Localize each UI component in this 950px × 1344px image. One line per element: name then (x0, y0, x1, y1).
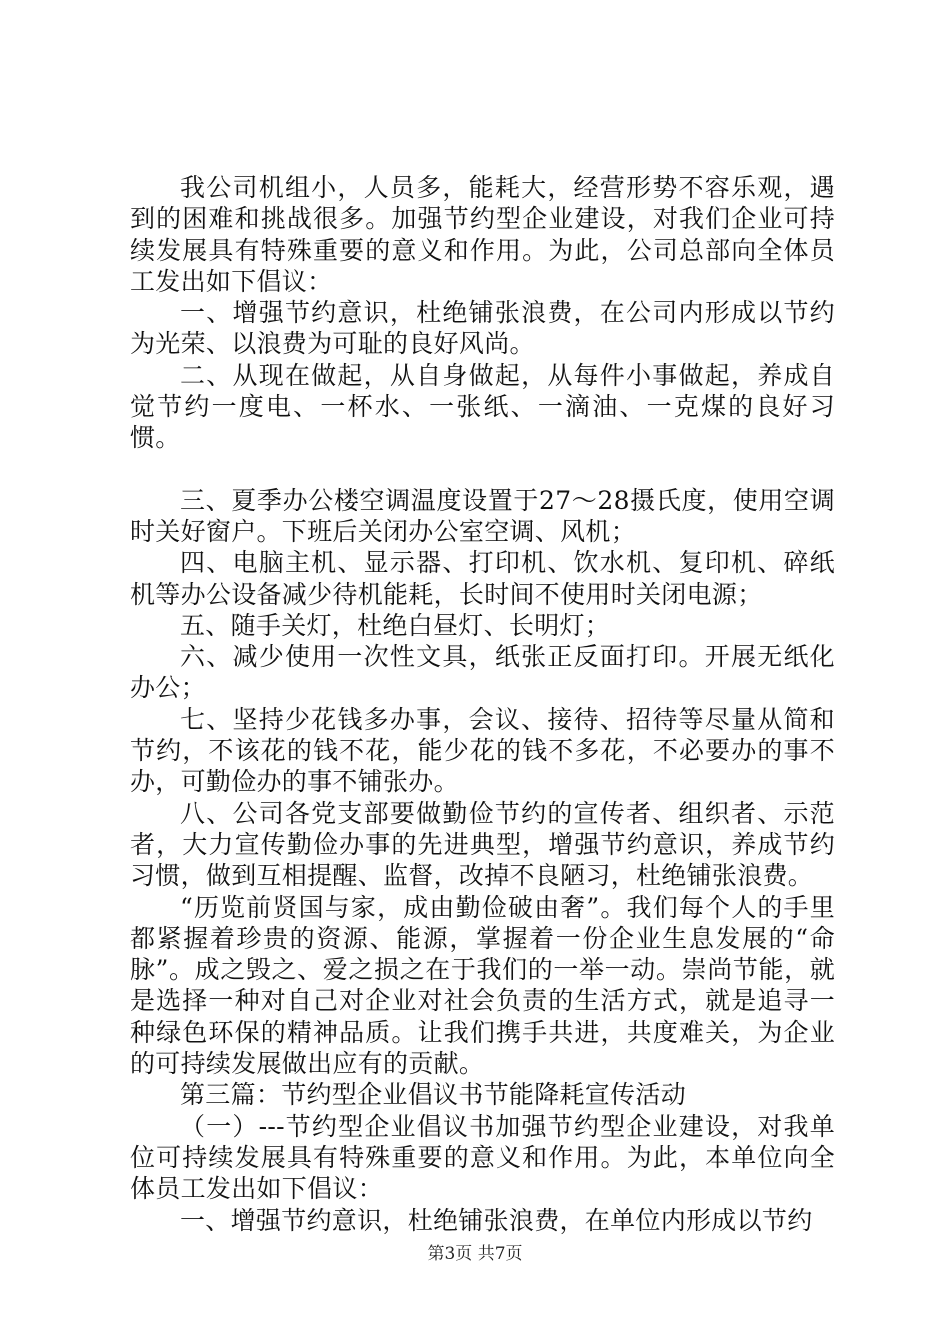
page-footer: 第3页 共7页 (427, 1244, 523, 1264)
paragraph-closing: “历览前贤国与家，成由勤俭破由奢”。我们每个人的手里都紧握着珍贵的资源、能源，掌握着一份企业生息发展的“命脉”。成之毁之、爱之损之在于我们的一举一动。崇尚节能，就是选择一种对自己对企业对社会负责的生活方式，就是追寻一种绿色环保的精神品质。让我们携手共进，共度难关，为企业的可持续发展做出应有的贡献。 (130, 892, 835, 1079)
paragraph-item-3: 三、夏季办公楼空调温度设置于27～28摄氏度，使用空调时关好窗户。下班后关闭办公室空调、风机； (130, 485, 835, 546)
section-heading: 第三篇：节约型企业倡议书节能降耗宣传活动 (180, 1080, 687, 1110)
paragraph-section-intro: （一）---节约型企业倡议书加强节约型企业建设，对我单位可持续发展具有特殊重要的意义和作用。为此，本单位向全体员工发出如下倡议： (130, 1111, 835, 1204)
paragraph-section-item-1: 一、增强节约意识，杜绝铺张浪费，在单位内形成以节约 (180, 1205, 813, 1235)
document-body (130, 172, 835, 1236)
paragraph-item-1: 一、增强节约意识，杜绝铺张浪费，在公司内形成以节约为光荣、以浪费为可耻的良好风尚。 (130, 298, 835, 359)
paragraph-intro: 我公司机组小，人员多，能耗大，经营形势不容乐观，遇到的困难和挑战很多。加强节约型企业建设，对我们企业可持续发展具有特殊重要的意义和作用。为此，公司总部向全体员工发出如下倡议： (130, 173, 835, 296)
paragraph-item-5: 五、随手关灯，杜绝白昼灯、长明灯； (180, 610, 611, 640)
paragraph-item-2: 二、从现在做起，从自身做起，从每件小事做起，养成自觉节约一度电、一杯水、一张纸、一滴油、一克煤的良好习惯。 (130, 360, 835, 453)
paragraph-item-4: 四、电脑主机、显示器、打印机、饮水机、复印机、碎纸机等办公设备减少待机能耗，长时间不使用时关闭电源； (130, 548, 835, 609)
paragraph-item-6: 六、减少使用一次性文具，纸张正反面打印。开展无纸化办公； (130, 642, 835, 703)
paragraph-item-7: 七、坚持少花钱多办事，会议、接待、招待等尽量从简和节约，不该花的钱不花，能少花的钱不多花，不必要办的事不办，可勤俭办的事不铺张办。 (130, 704, 835, 797)
paragraph-item-8: 八、公司各党支部要做勤俭节约的宣传者、组织者、示范者，大力宣传勤俭办事的先进典型，增强节约意识，养成节约习惯，做到互相提醒、监督，改掉不良陋习，杜绝铺张浪费。 (130, 798, 835, 891)
